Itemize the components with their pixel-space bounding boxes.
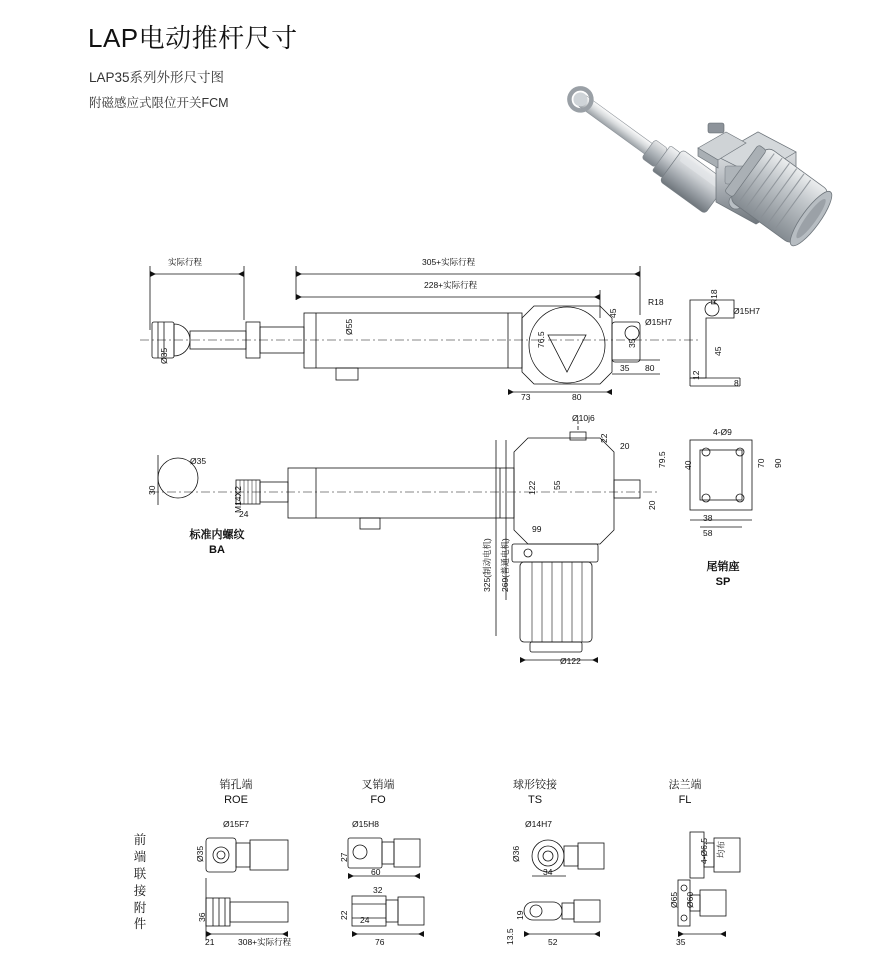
dim-label: 228+实际行程 — [424, 280, 478, 290]
dim-label: 80 — [572, 392, 582, 402]
dim-label: 4-Ø9 — [713, 427, 732, 437]
dim-label: 99 — [532, 524, 542, 534]
dim-label: 45 — [608, 308, 618, 318]
dim-label: M14X2 — [233, 486, 243, 513]
dim-label: 70 — [756, 458, 766, 468]
dim-label: R18 — [648, 297, 664, 307]
dim-label: Ø35 — [195, 845, 205, 862]
dim-label: 24 — [239, 509, 249, 519]
accessory-name-cn: 球形铰接 — [513, 779, 557, 791]
callout-sp-title: 尾销座 — [706, 561, 740, 573]
dim-label: 21 — [205, 937, 215, 947]
accessory-name-cn: 法兰端 — [668, 779, 702, 791]
dim-label: 305+实际行程 — [422, 257, 476, 267]
accessory-name-code: FO — [370, 793, 386, 806]
dim-label: 32 — [373, 885, 383, 895]
dim-label: R18 — [709, 289, 719, 305]
side-label-char: 件 — [133, 917, 147, 932]
dim-label: 27 — [339, 852, 349, 862]
dim-label: 40 — [683, 460, 693, 470]
dim-label: Ø15H7 — [733, 306, 760, 316]
dim-label: 60 — [371, 867, 381, 877]
accessory-name-cn: 叉销端 — [361, 779, 395, 791]
dim-label: 73 — [521, 392, 531, 402]
side-label-char: 接 — [133, 883, 147, 898]
dim-label: 45 — [713, 346, 723, 356]
dim-label: Ø65 — [669, 891, 679, 908]
dim-label: 22 — [339, 910, 349, 920]
dim-label: 79.5 — [657, 451, 667, 468]
dim-label: 76.5 — [536, 331, 546, 348]
dim-label: 22 — [599, 433, 609, 443]
dim-label: Ø36 — [511, 845, 521, 862]
dim-label: 122 — [527, 480, 537, 495]
dim-label: 36 — [197, 912, 207, 922]
dim-label: 269(普通电机) — [500, 538, 510, 592]
dim-label: 35 — [627, 338, 637, 348]
dim-label: 12 — [691, 370, 701, 380]
dim-label: Ø14H7 — [525, 819, 552, 829]
callout-ba-code: BA — [209, 543, 225, 556]
dim-label: Ø15H7 — [645, 317, 672, 327]
dim-label: 13.5 — [505, 928, 515, 945]
page-title: LAP电动推杆尺寸 — [88, 23, 298, 53]
dim-label: Ø55 — [344, 318, 354, 335]
dim-label: 34 — [543, 867, 553, 877]
dim-label: 实际行程 — [168, 257, 203, 267]
dim-label: 19 — [515, 910, 525, 920]
dim-label: Ø35 — [159, 347, 169, 364]
dim-label: 38 — [703, 513, 713, 523]
dim-label: 325(制动电机) — [482, 538, 492, 592]
accessory-name-code: FL — [678, 793, 692, 806]
side-label-char: 前 — [133, 833, 147, 847]
dim-label: 20 — [620, 441, 630, 451]
dim-label: 35 — [620, 363, 630, 373]
dim-label: Ø15H8 — [352, 819, 379, 829]
dim-label: Ø15F7 — [223, 819, 249, 829]
accessory-name-cn: 销孔端 — [219, 779, 253, 791]
dim-label: Ø122 — [560, 656, 581, 666]
dim-label: 55 — [552, 480, 562, 490]
callout-sp-code: SP — [715, 575, 731, 588]
accessory-name-code: ROE — [224, 793, 248, 806]
accessory-name-code: TS — [527, 793, 543, 806]
dim-label: Ø60 — [685, 891, 695, 908]
dim-label: 4-Ø6.5 — [699, 838, 709, 864]
side-label-char: 附 — [133, 900, 147, 915]
dim-label: 均布 — [716, 840, 726, 858]
dim-label: 80 — [645, 363, 655, 373]
dim-label: 30 — [147, 485, 157, 495]
page-subtitle-option: 附磁感应式限位开关FCM — [89, 96, 229, 110]
dim-label: 308+实际行程 — [238, 937, 292, 947]
dim-label: 52 — [548, 937, 558, 947]
dim-label: 35 — [676, 937, 686, 947]
side-label-char: 联 — [133, 866, 147, 881]
dim-label: 76 — [375, 937, 385, 947]
dim-label: Ø35 — [190, 456, 207, 466]
dim-label: 20 — [647, 500, 657, 510]
dim-label: 90 — [773, 458, 783, 468]
dim-label: Ø10j6 — [572, 413, 595, 423]
dim-label: 24 — [360, 915, 370, 925]
callout-ba-title: 标准内螺纹 — [189, 529, 245, 541]
side-label-char: 端 — [133, 849, 147, 864]
dim-label: 58 — [703, 528, 713, 538]
dim-label: 8 — [734, 378, 739, 388]
page-subtitle-series: LAP35系列外形尺寸图 — [89, 70, 225, 85]
